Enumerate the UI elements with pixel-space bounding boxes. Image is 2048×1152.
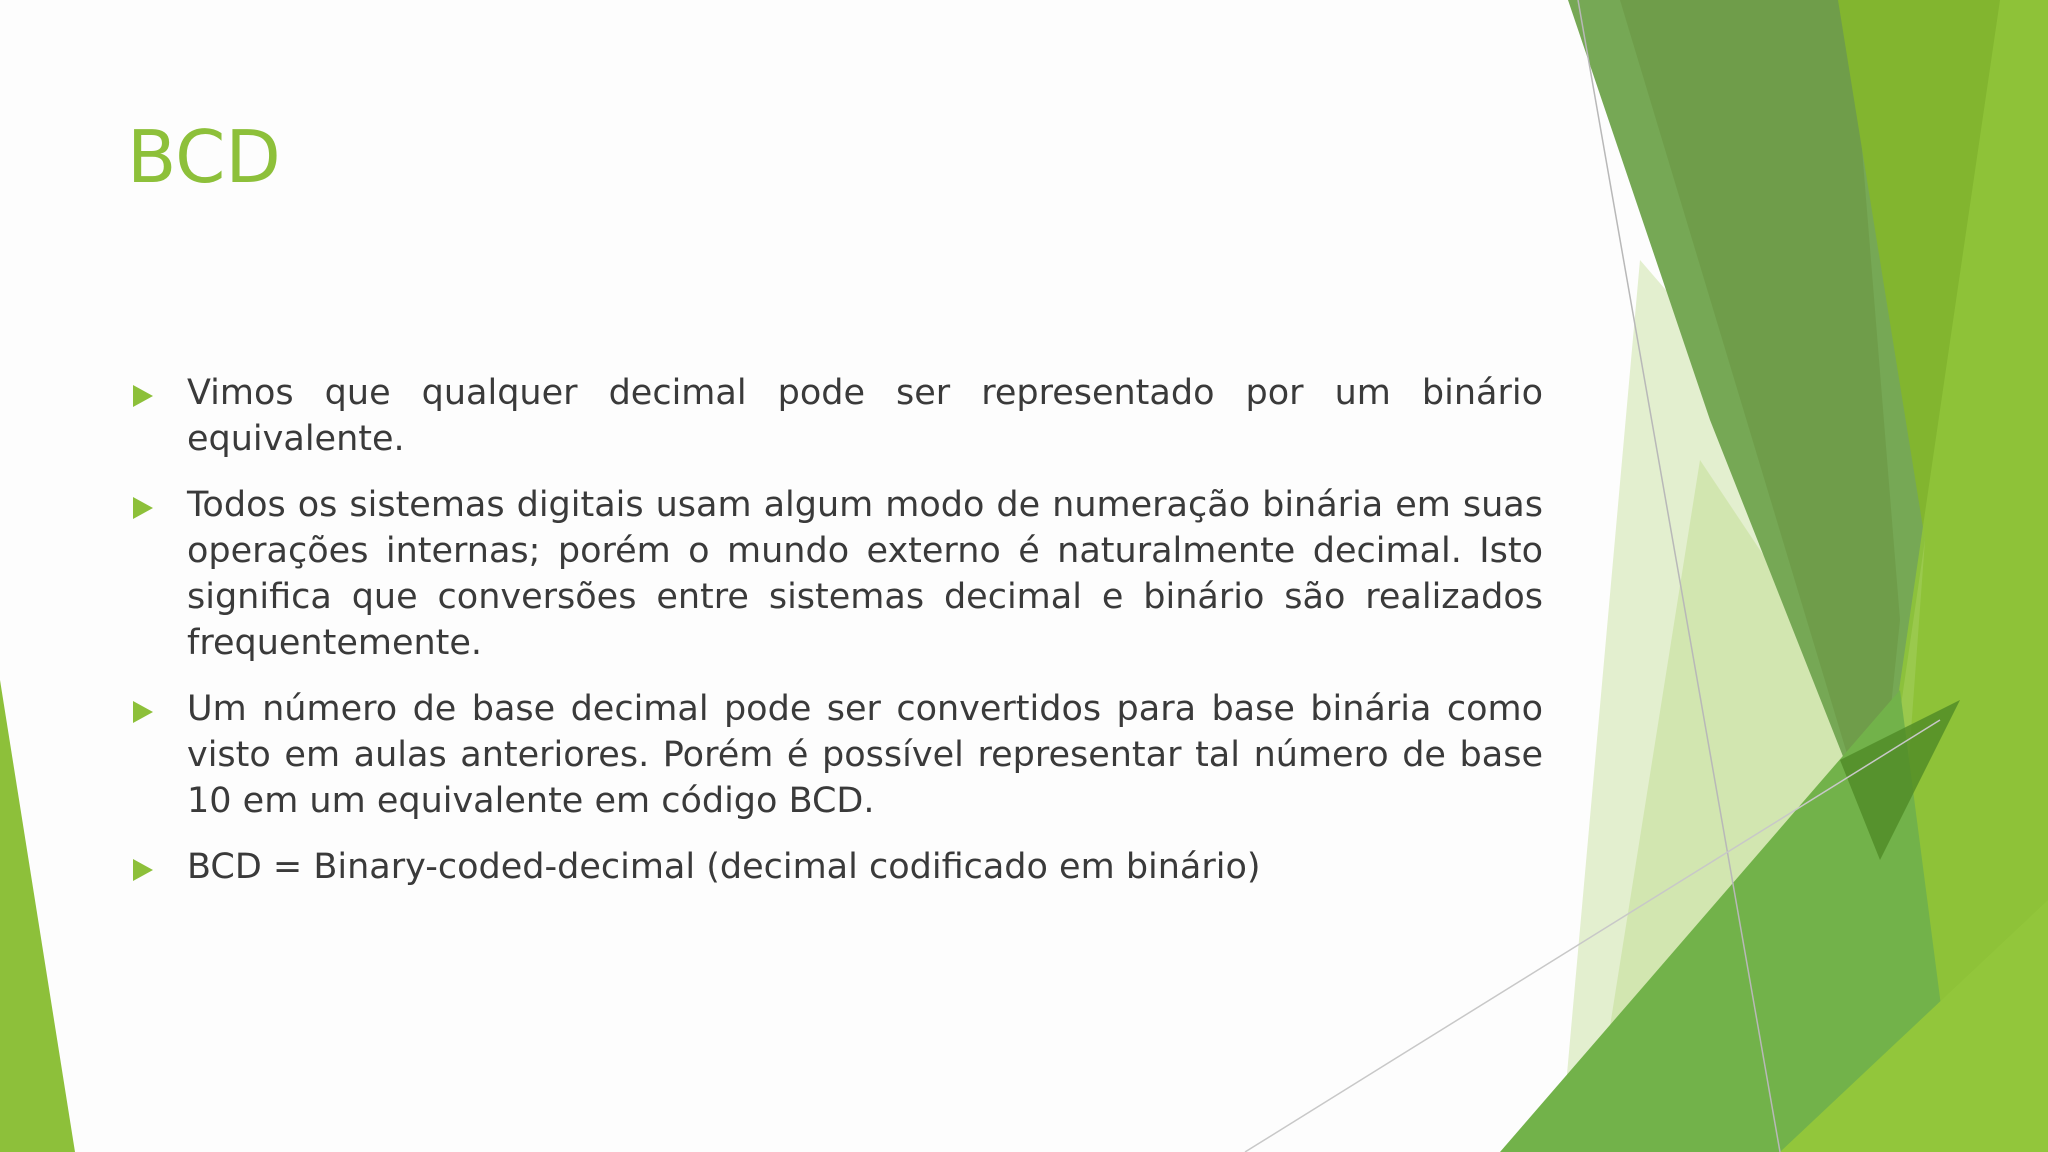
- bullet-list: [130, 370, 1543, 910]
- bullet-text: Vimos que qualquer decimal pode ser representado por um binário equivalente.: [187, 373, 1543, 459]
- bullet-text: Um número de base decimal pode ser convertidos para base binária como visto em aulas anteriores. Porém é possível representar tal número de base 10 em um equivalente em código BCD.: [187, 689, 1543, 821]
- triangle-right-icon: [133, 859, 153, 881]
- triangle-right-icon: [133, 497, 153, 519]
- slide-title: BCD: [127, 115, 281, 199]
- bullet-item: [130, 482, 1543, 666]
- triangle-right-icon: [133, 385, 153, 407]
- bullet-item: [130, 844, 1543, 890]
- triangle-right-icon: [133, 701, 153, 723]
- bullet-text: Todos os sistemas digitais usam algum modo de numeração binária em suas operações internas; porém o mundo externo é naturalmente decimal. Isto significa que conversões entre sistemas decimal e binário são realizados frequentemente.: [187, 485, 1543, 663]
- bullet-text: BCD = Binary-coded-decimal (decimal codificado em binário): [187, 847, 1261, 887]
- bullet-item: [130, 686, 1543, 824]
- left-green-shape: [0, 680, 75, 1152]
- bullet-item: [130, 370, 1543, 462]
